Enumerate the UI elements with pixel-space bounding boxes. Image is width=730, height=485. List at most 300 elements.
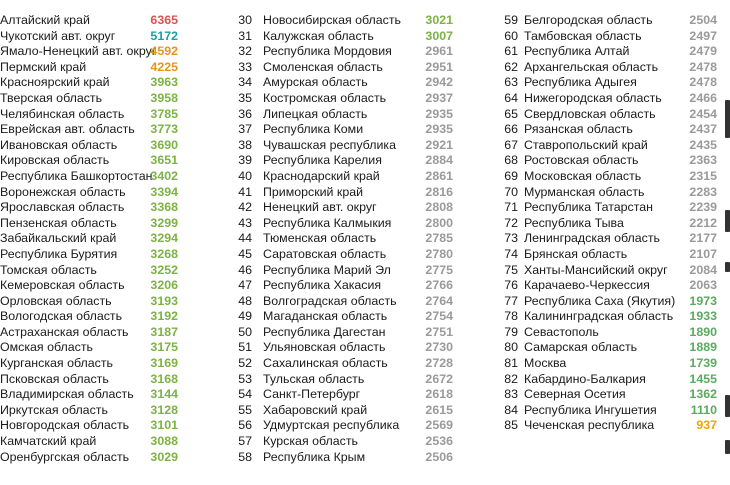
region-row (0, 418, 180, 434)
region-value: 2942 (425, 75, 453, 90)
region-row (496, 372, 721, 388)
region-name: Республика Ингушетия (524, 402, 657, 417)
rank-number: 72 (504, 215, 518, 230)
region-name: Вологодская область (0, 309, 123, 324)
region-row (0, 247, 180, 263)
region-name: Волгоградская область (263, 293, 397, 308)
region-name: Ненецкий авт. округ (263, 200, 377, 215)
region-value: 3101 (150, 418, 178, 433)
region-value: 4225 (150, 59, 178, 74)
rank-number: 46 (238, 262, 252, 277)
rank-number: 32 (238, 44, 252, 59)
region-name: Ханты-Мансийский округ (524, 262, 668, 277)
region-name: Белгородская область (524, 13, 653, 27)
region-name: Астраханская область (0, 324, 129, 339)
rank-number: 48 (238, 293, 252, 308)
region-value: 3029 (150, 449, 178, 464)
rank-number: 51 (238, 340, 252, 355)
region-value: 2497 (689, 28, 717, 43)
region-value: 2466 (689, 90, 717, 105)
rank-number: 33 (238, 59, 252, 74)
region-value: 2808 (425, 200, 453, 215)
region-row (0, 231, 180, 247)
region-name: Курская область (263, 434, 358, 449)
region-name: Удмуртская республика (263, 418, 400, 433)
region-name: Магаданская область (263, 309, 388, 324)
region-value: 2937 (425, 90, 453, 105)
region-name: Калининградская область (524, 309, 674, 324)
region-row (230, 200, 455, 216)
region-value: 2935 (425, 122, 453, 137)
region-name: Архангельская область (524, 59, 659, 74)
region-value: 3206 (150, 278, 178, 293)
region-name: Брянская область (524, 246, 628, 261)
region-name: Республика Крым (263, 449, 366, 464)
region-value: 2363 (689, 153, 717, 168)
region-name: Новосибирская область (263, 13, 402, 27)
region-value: 2766 (425, 278, 453, 293)
rank-number: 39 (238, 153, 252, 168)
region-name: Москва (524, 356, 567, 371)
rank-number: 79 (504, 324, 518, 339)
region-name: Республика Татарстан (524, 200, 653, 215)
region-value: 3193 (150, 293, 178, 308)
region-row (0, 387, 180, 403)
ranking-column-2 (230, 13, 455, 465)
rank-number: 69 (504, 168, 518, 183)
region-name: Республика Саха (Якутия) (524, 293, 676, 308)
rank-number: 54 (238, 387, 252, 402)
region-row (230, 294, 455, 310)
region-name: Кемеровская область (0, 278, 125, 293)
region-row (0, 75, 180, 91)
region-row (0, 356, 180, 372)
rank-number: 37 (238, 122, 252, 137)
region-row (230, 60, 455, 76)
rank-number: 66 (504, 122, 518, 137)
region-value: 3192 (150, 309, 178, 324)
rank-number: 58 (238, 449, 252, 464)
region-name: Иркутская область (0, 402, 108, 417)
region-name: Ульяновская область (263, 340, 386, 355)
region-row (230, 44, 455, 60)
region-name: Нижегородская область (524, 90, 662, 105)
region-name: Московская область (524, 168, 642, 183)
region-value: 2884 (425, 153, 453, 168)
region-value: 3294 (150, 231, 178, 246)
rank-number: 80 (504, 340, 518, 355)
region-name: Псковская область (0, 371, 109, 386)
region-name: Свердловская область (524, 106, 656, 121)
region-row (230, 372, 455, 388)
region-row (230, 340, 455, 356)
region-row (496, 185, 721, 201)
region-name: Республика Тыва (524, 215, 624, 230)
rank-number: 76 (504, 278, 518, 293)
region-name: Новгородская область (0, 418, 130, 433)
region-row (230, 122, 455, 138)
rank-number: 67 (504, 137, 518, 152)
region-value: 2315 (689, 168, 717, 183)
region-row (0, 372, 180, 388)
region-name: Чувашская республика (263, 137, 396, 152)
region-value: 2504 (689, 13, 717, 27)
region-value: 2951 (425, 59, 453, 74)
region-value: 2754 (425, 309, 453, 324)
region-name: Костромская область (263, 90, 387, 105)
rank-number: 63 (504, 75, 518, 90)
region-row (496, 263, 721, 279)
region-row (0, 138, 180, 154)
region-row (0, 60, 180, 76)
region-name: Северная Осетия (524, 387, 626, 402)
region-row (230, 216, 455, 232)
region-row (496, 29, 721, 45)
region-value: 3007 (425, 28, 453, 43)
rank-number: 81 (504, 356, 518, 371)
region-value: 4592 (150, 44, 178, 59)
region-value: 3268 (150, 246, 178, 261)
region-name: Орловская область (0, 293, 112, 308)
region-name: Ямало-Ненецкий авт. округ (0, 44, 157, 59)
rank-number: 65 (504, 106, 518, 121)
region-name: Еврейская авт. область (0, 122, 135, 137)
region-row (496, 75, 721, 91)
region-row (230, 138, 455, 154)
region-name: Пензенская область (0, 215, 117, 230)
region-value: 2084 (689, 262, 717, 277)
rank-number: 57 (238, 434, 252, 449)
region-value: 2569 (425, 418, 453, 433)
region-value: 6365 (150, 13, 178, 27)
region-value: 2861 (425, 168, 453, 183)
region-row (0, 169, 180, 185)
region-name: Республика Карелия (263, 153, 382, 168)
region-name: Ленинградская область (524, 231, 660, 246)
region-value: 2479 (689, 44, 717, 59)
rank-number: 47 (238, 278, 252, 293)
rank-number: 71 (504, 200, 518, 215)
region-row (496, 231, 721, 247)
region-value: 2921 (425, 137, 453, 152)
region-value: 3690 (150, 137, 178, 152)
region-value: 1889 (689, 340, 717, 355)
region-value: 3252 (150, 262, 178, 277)
region-name: Ивановская область (0, 137, 118, 152)
region-row (496, 138, 721, 154)
region-row (230, 91, 455, 107)
rank-number: 74 (504, 246, 518, 261)
region-value: 2785 (425, 231, 453, 246)
rank-number: 64 (504, 90, 518, 105)
region-value: 2800 (425, 215, 453, 230)
region-name: Тверская область (0, 90, 103, 105)
rank-number: 83 (504, 387, 518, 402)
region-value: 2764 (425, 293, 453, 308)
rank-number: 30 (238, 13, 252, 27)
region-name: Смоленская область (263, 59, 383, 74)
region-value: 2212 (689, 215, 717, 230)
region-row (0, 340, 180, 356)
region-row (230, 29, 455, 45)
region-value: 1362 (689, 387, 717, 402)
region-value: 937 (696, 418, 717, 433)
region-row (496, 60, 721, 76)
region-name: Чукотский авт. округ (0, 28, 116, 43)
region-value: 3299 (150, 215, 178, 230)
region-row (0, 278, 180, 294)
region-value: 2239 (689, 200, 717, 215)
region-name: Краснодарский край (263, 168, 380, 183)
rank-number: 70 (504, 184, 518, 199)
region-row (0, 309, 180, 325)
region-value: 2435 (689, 137, 717, 152)
region-value: 3144 (150, 387, 178, 402)
region-value: 2506 (425, 449, 453, 464)
region-row (230, 325, 455, 341)
rank-number: 41 (238, 184, 252, 199)
region-value: 3651 (150, 153, 178, 168)
region-row (230, 263, 455, 279)
region-name: Республика Марий Эл (263, 262, 391, 277)
region-name: Республика Алтай (524, 44, 630, 59)
region-value: 2454 (689, 106, 717, 121)
region-value: 2728 (425, 356, 453, 371)
region-value: 2775 (425, 262, 453, 277)
rank-number: 62 (504, 59, 518, 74)
region-name: Сахалинская область (263, 356, 388, 371)
rank-number: 52 (238, 356, 252, 371)
region-row (230, 278, 455, 294)
region-row (0, 200, 180, 216)
rank-number: 60 (504, 28, 518, 43)
region-row (0, 294, 180, 310)
region-row (0, 153, 180, 169)
region-value: 2935 (425, 106, 453, 121)
region-row (496, 340, 721, 356)
region-value: 3128 (150, 402, 178, 417)
region-name: Забайкальский край (0, 231, 117, 246)
region-value: 3168 (150, 371, 178, 386)
region-value: 3021 (425, 13, 453, 27)
region-name: Тюменская область (263, 231, 377, 246)
region-value: 2283 (689, 184, 717, 199)
region-row (496, 91, 721, 107)
rank-number: 36 (238, 106, 252, 121)
region-row (496, 387, 721, 403)
region-row (230, 247, 455, 263)
region-row (496, 247, 721, 263)
rank-number: 73 (504, 231, 518, 246)
region-name: Тульская область (263, 371, 365, 386)
region-row (0, 263, 180, 279)
region-name: Курганская область (0, 356, 113, 371)
region-row (0, 29, 180, 45)
region-row (230, 434, 455, 450)
region-name: Хабаровский край (263, 402, 368, 417)
region-row (496, 278, 721, 294)
rank-number: 38 (238, 137, 252, 152)
region-name: Ставропольский край (524, 137, 648, 152)
region-row (496, 403, 721, 419)
region-row (230, 450, 455, 466)
region-value: 2816 (425, 184, 453, 199)
region-value: 1973 (689, 293, 717, 308)
region-value: 3394 (150, 184, 178, 199)
region-value: 3368 (150, 200, 178, 215)
region-name: Чеченская республика (524, 418, 655, 433)
region-row (0, 13, 180, 29)
rank-number: 82 (504, 371, 518, 386)
region-row (0, 107, 180, 123)
region-row (0, 403, 180, 419)
region-row (230, 185, 455, 201)
rank-number: 78 (504, 309, 518, 324)
region-value: 2615 (425, 402, 453, 417)
region-value: 5172 (150, 28, 178, 43)
region-row (230, 356, 455, 372)
region-name: Республика Мордовия (263, 44, 392, 59)
rank-number: 31 (238, 28, 252, 43)
region-value: 2618 (425, 387, 453, 402)
rank-number: 75 (504, 262, 518, 277)
region-name: Кабардино-Балкария (524, 371, 646, 386)
region-value: 3169 (150, 356, 178, 371)
region-name: Тамбовская область (524, 28, 642, 43)
region-name: Алтайский край (0, 13, 90, 27)
region-name: Мурманская область (524, 184, 645, 199)
rank-number: 44 (238, 231, 252, 246)
region-name: Приморский край (263, 184, 364, 199)
cropped-side-text (724, 0, 730, 485)
region-value: 3958 (150, 90, 178, 105)
region-value: 2478 (689, 75, 717, 90)
rank-number: 77 (504, 293, 518, 308)
region-value: 1455 (689, 371, 717, 386)
region-value: 2780 (425, 246, 453, 261)
rank-number: 56 (238, 418, 252, 433)
rank-number: 68 (504, 153, 518, 168)
region-name: Воронежская область (0, 184, 126, 199)
region-value: 3402 (150, 168, 178, 183)
region-row (496, 13, 721, 29)
region-name: Оренбургская область (0, 449, 130, 464)
rank-number: 45 (238, 246, 252, 261)
region-row (0, 44, 180, 60)
region-value: 2672 (425, 371, 453, 386)
region-value: 1739 (689, 356, 717, 371)
region-value: 1933 (689, 309, 717, 324)
region-name: Челябинская область (0, 106, 125, 121)
region-name: Самарская область (524, 340, 638, 355)
region-row (230, 107, 455, 123)
region-value: 2730 (425, 340, 453, 355)
region-row (0, 185, 180, 201)
region-name: Республика Хакасия (263, 278, 382, 293)
rank-number: 53 (238, 371, 252, 386)
region-value: 2536 (425, 434, 453, 449)
region-row (230, 387, 455, 403)
region-value: 3175 (150, 340, 178, 355)
region-value: 1890 (689, 324, 717, 339)
rank-number: 43 (238, 215, 252, 230)
rank-number: 50 (238, 324, 252, 339)
region-row (0, 122, 180, 138)
region-row (230, 169, 455, 185)
region-row (230, 75, 455, 91)
region-name: Рязанская область (524, 122, 633, 137)
region-name: Ростовская область (524, 153, 639, 168)
rank-number: 84 (504, 402, 518, 417)
region-row (0, 450, 180, 466)
region-value: 2437 (689, 122, 717, 137)
region-value: 1110 (690, 402, 717, 417)
region-value: 3785 (150, 106, 178, 121)
region-row (0, 325, 180, 341)
region-name: Карачаево-Черкессия (524, 278, 650, 293)
region-value: 3773 (150, 122, 178, 137)
region-value: 3187 (150, 324, 178, 339)
region-name: Калужская область (263, 28, 374, 43)
region-value: 2961 (425, 44, 453, 59)
rank-number: 59 (504, 13, 518, 27)
region-row (496, 309, 721, 325)
region-name: Санкт-Петербург (263, 387, 361, 402)
region-name: Томская область (0, 262, 97, 277)
region-name: Республика Коми (263, 122, 364, 137)
region-row (0, 91, 180, 107)
region-name: Пермский край (0, 59, 87, 74)
region-row (230, 309, 455, 325)
region-row (496, 216, 721, 232)
region-value: 3088 (150, 434, 178, 449)
region-name: Амурская область (263, 75, 368, 90)
region-name: Севастополь (524, 324, 599, 339)
region-row (496, 418, 721, 434)
region-name: Красноярский край (0, 75, 110, 90)
region-value: 2107 (689, 246, 717, 261)
ranking-column-3 (496, 13, 721, 434)
region-row (230, 403, 455, 419)
region-name: Кировская область (0, 153, 110, 168)
rank-number: 35 (238, 90, 252, 105)
region-row (496, 294, 721, 310)
region-name: Камчатский край (0, 434, 97, 449)
region-row (0, 216, 180, 232)
rank-number: 55 (238, 402, 252, 417)
rank-number: 34 (238, 75, 252, 90)
region-name: Омская область (0, 340, 93, 355)
region-name: Республика Адыгея (524, 75, 637, 90)
region-row (230, 231, 455, 247)
region-row (230, 13, 455, 29)
region-row (496, 356, 721, 372)
region-row (496, 44, 721, 60)
rank-number: 49 (238, 309, 252, 324)
region-row (496, 325, 721, 341)
region-row (0, 434, 180, 450)
region-value: 2751 (425, 324, 453, 339)
region-value: 2063 (689, 278, 717, 293)
region-row (230, 418, 455, 434)
region-name: Ярославская область (0, 200, 125, 215)
region-row (496, 153, 721, 169)
ranking-column-1 (0, 13, 180, 465)
region-row (496, 107, 721, 123)
region-value: 2177 (689, 231, 717, 246)
rank-number: 85 (504, 418, 518, 433)
rank-number: 42 (238, 200, 252, 215)
